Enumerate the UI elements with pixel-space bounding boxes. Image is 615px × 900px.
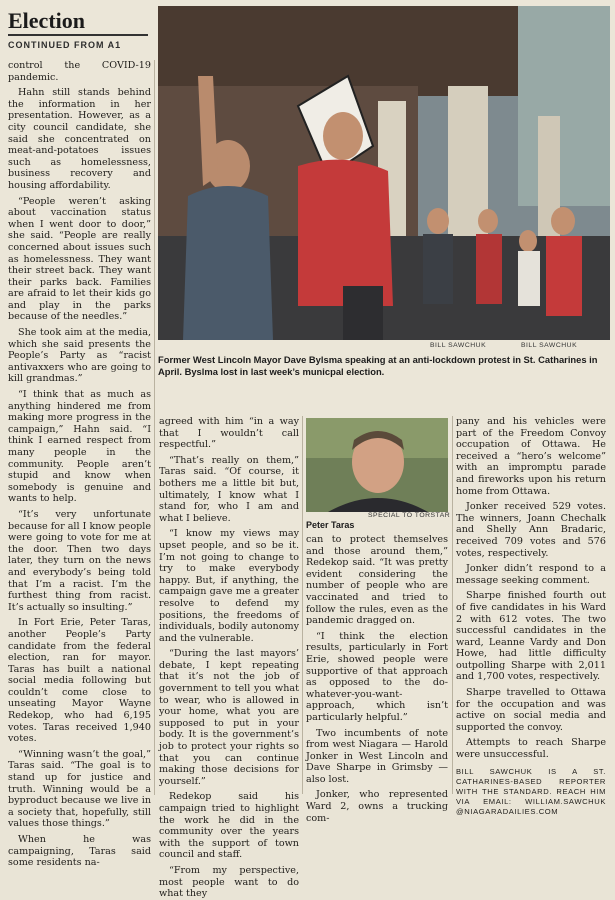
paragraph: “That’s really on them,” Taras said. “Of course, it bothers me a little bit but, ultimately, I know what I stand for, who I am and what I believe. (159, 454, 299, 524)
paragraph: “I think the election results, particularly in Fort Erie, showed people were supportive of that approach as opposed to the do-whatever-you-want-approach, which isn’t particularly helpful.” (306, 630, 448, 723)
paragraph: Attempts to reach Sharpe were unsuccessful. (456, 737, 606, 761)
header-rule (8, 34, 148, 36)
paragraph: “People weren’t asking about vaccination status when I went door to door,” she said. “People are really concerned about issues such as homelessness. They want their street back. They want their parks back. Families are afraid to let their kids go and play in the parks because of the needles.” (8, 195, 151, 323)
paragraph: “It’s very unfortunate because for all I know people were going to vote for me at the door. Then two days later, they turn on the news and everybody’s being told that I’m a racist. I’m the furthest thing from racist. It’s actually so insulting.” (8, 508, 151, 613)
article-column-2 (159, 416, 299, 900)
section-title: Election (8, 8, 85, 33)
paragraph: Sharpe travelled to Ottawa for the occupation and was active on social media and supported the convoy. (456, 687, 606, 733)
headshot-caption: Peter Taras (306, 520, 355, 530)
author-bio: BILL SAWCHUK IS A ST. CATHARINES-BASED REPORTER WITH THE STANDARD. REACH HIM VIA EMAIL: WILLIAM.SAWCHUK @NIAGARADAILIES.COM (456, 766, 606, 816)
paragraph: Two incumbents of note from west Niagara — Harold Jonker in West Lincoln and Dave Sharpe in Grimsby — also lost. (306, 727, 448, 785)
paragraph: “I know my views may upset people, and so be it. I’m not going to change to try to make everybody happy. But, if anything, the campaign gave me a greater resolve to defend my positions, the freedoms of individuals, bodily autonomy and the vulnerable. (159, 528, 299, 644)
column-divider (154, 60, 155, 795)
paragraph: When he was campaigning, Taras said some residents na- (8, 834, 151, 869)
paragraph: Sharpe finished fourth out of five candidates in his Ward 2 with 612 votes. The two successful candidates in the ward, Leanne Vardy and Don Howe, had little difficulty outpolling Sharpe with 2,011 and 1,700 votes, respectively. (456, 590, 606, 683)
headshot-credit: SPECIAL TO TORSTAR (368, 512, 451, 519)
paragraph: pany and his vehicles were part of the Freedom Convoy occupation of Ottawa. He received a “hero’s welcome” with an impromptu parade and fireworks upon his return home from Ottawa. (456, 416, 606, 497)
main-photo-credit-left: BILL SAWCHUK (430, 342, 487, 349)
article-column-3 (306, 534, 448, 824)
main-photo-credit-right: BILL SAWCHUK (521, 342, 578, 349)
main-photo-caption: Former West Lincoln Mayor Dave Bylsma speaking at an anti-lockdown protest in St. Catharines in April. Byslma lost in last week’s municpal election. (158, 354, 598, 377)
column-divider (452, 416, 453, 794)
paragraph: Jonker received 529 votes. The winners, Joann Chechalk and Shelly Ann Bradaric, received 709 votes and 576 votes, respectively. (456, 501, 606, 559)
paragraph: can to protect themselves and those around them,” Redekop said. “It was pretty evident considering the number of people who are vaccinated and tried to follow the rules, even as the pandemic dragged on. (306, 534, 448, 627)
headshot-illustration (306, 418, 448, 512)
article-column-4 (456, 416, 606, 816)
paragraph: She took aim at the media, which she said presents the People’s Party as “racist antivaxxers who are going to kill grandmas.” (8, 327, 151, 385)
headshot-photo (306, 418, 448, 512)
paragraph: “From my perspective, most people want to do what they (159, 864, 299, 900)
paragraph: Jonker didn’t respond to a message seeking comment. (456, 563, 606, 586)
paragraph: “During the last mayors’ debate, I kept repeating that it’s not the job of government to tell you what to wear, who is allowed in your home, what you are supposed to put in your body. It is the government’s job to protect your rights so that you can continue making those decisions for yourself.” (159, 648, 299, 787)
article-column-1 (8, 60, 151, 869)
protest-photo-illustration (158, 6, 610, 340)
main-photo (158, 6, 610, 340)
paragraph: Hahn still stands behind the information in her presentation. However, as a city council candidate, she said she concentrated on meat-and-potatoes issues such as homelessness, business recovery and housing affordability. (8, 87, 151, 191)
paragraph: agreed with him “in a way that I wouldn’t call respectful.” (159, 416, 299, 451)
paragraph: Jonker, who represented Ward 2, owns a trucking com- (306, 789, 448, 824)
paragraph: In Fort Erie, Peter Taras, another People’s Party candidate from the federal election, ran for mayor. Taras has built a national social media following but couldn’t come close to unseating Mayor Wayne Redekop, who had 6,195 votes. Taras received 1,940 votes. (8, 617, 151, 745)
paragraph: control the COVID-19 pandemic. (8, 60, 151, 83)
paragraph: Redekop said his campaign tried to highlight the work he did in the community over the years with the support of town council and staff. (159, 791, 299, 861)
paragraph: “I think that as much as anything hindered me from making more progress in the campaign,” Hahn said. “I think I earned respect from many people in the community. People aren’t stupid and know when somebody is genuine and wants to help. (8, 389, 151, 505)
continued-label: CONTINUED FROM A1 (8, 40, 122, 50)
column-divider (302, 416, 303, 794)
paragraph: “Winning wasn’t the goal,” Taras said. “The goal is to stand up for justice and truth. Winning would be a byproduct because we live in a society that, hopefully, still values those things.” (8, 748, 151, 830)
